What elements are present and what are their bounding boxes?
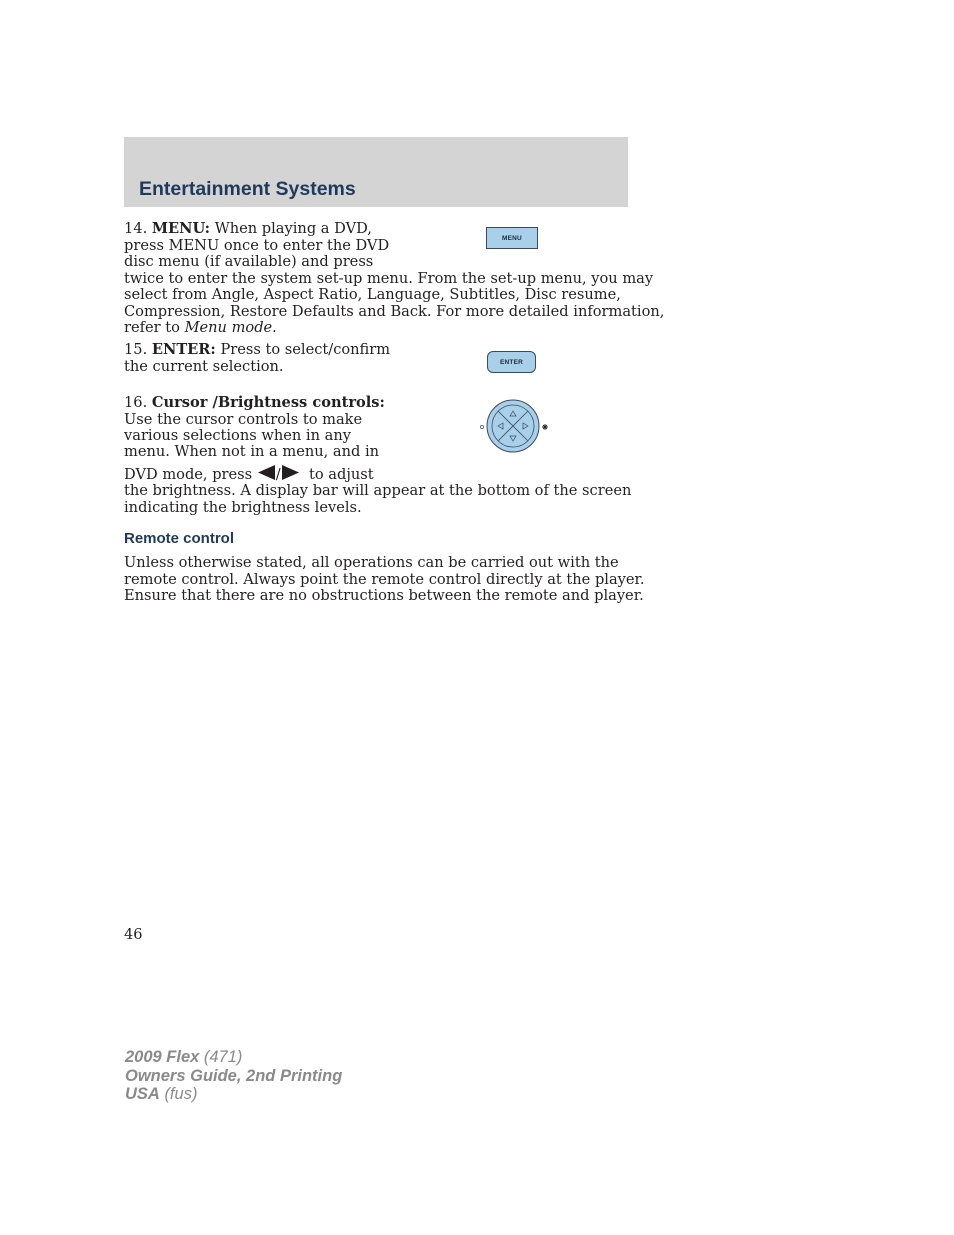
item14-line2: press MENU once to enter the DVD (124, 236, 390, 254)
footer-line2 (125, 1067, 342, 1086)
footer-line1 (125, 1048, 342, 1067)
item14-refer-text: refer to (124, 319, 180, 336)
arrow-separator: / (275, 466, 281, 483)
item14-line7 (124, 320, 277, 336)
item16-line4: menu. When not in a menu, and in (124, 443, 380, 460)
section-title: Entertainment Systems (139, 178, 356, 200)
item16-line5 (124, 464, 374, 483)
item16-line1 (124, 395, 385, 411)
footer-model-code: (471) (203, 1048, 243, 1066)
item14-number: 14. (124, 220, 148, 237)
enter-button-graphic: ENTER (487, 351, 536, 373)
item14-label: MENU: (151, 220, 211, 237)
item15-text: Press to select/confirm (220, 341, 391, 358)
item15-label: ENTER: (151, 341, 216, 358)
item16-number: 16. (124, 394, 148, 411)
right-arrow-icon (281, 464, 300, 481)
item14-line6: Compression, Restore Defaults and Back. For more detailed information, (124, 302, 665, 320)
item16-label: Cursor /Brightness controls: (151, 394, 385, 411)
section-header (124, 137, 628, 207)
remote-control-heading: Remote control (124, 530, 235, 547)
footer-line3 (125, 1085, 342, 1104)
item14-line4: twice to enter the system set-up menu. From the set-up menu, you may (124, 269, 654, 287)
item15-line1 (124, 342, 390, 358)
footer-market: USA (125, 1085, 160, 1103)
left-arrow-icon (257, 464, 276, 481)
footer-guide: Owners Guide, 2nd Printing (125, 1066, 343, 1085)
item16-line3: various selections when in any (124, 427, 351, 444)
menu-button-graphic: MENU (486, 227, 538, 249)
item15-line2: the current selection. (124, 357, 284, 375)
remote-line3: Ensure that there are no obstructions between the remote and player. (124, 587, 644, 604)
footer-model: 2009 Flex (125, 1048, 200, 1066)
footer-market-code: (fus) (164, 1085, 198, 1103)
menu-mode-reference: Menu mode. (184, 319, 277, 336)
item14-line1 (124, 221, 372, 237)
item16-line2: Use the cursor controls to make (124, 410, 363, 428)
item14-text: When playing a DVD, (214, 220, 372, 237)
item15-number: 15. (124, 341, 148, 358)
item14-line3: disc menu (if available) and press (124, 253, 374, 270)
cursor-control-graphic (478, 398, 550, 456)
item16-press-text: DVD mode, press (124, 466, 253, 483)
item14-line5: select from Angle, Aspect Ratio, Language, Subtitles, Disc resume, (124, 286, 621, 303)
remote-line2: remote control. Always point the remote control directly at the player. (124, 570, 645, 588)
item16-line6: the brightness. A display bar will appear at the bottom of the screen (124, 482, 632, 499)
item16-adjust-text: to adjust (308, 466, 374, 483)
remote-line1: Unless otherwise stated, all operations can be carried out with the (124, 554, 619, 571)
item16-line7: indicating the brightness levels. (124, 498, 362, 516)
page-number: 46 (124, 926, 143, 943)
document-footer (125, 1048, 342, 1104)
